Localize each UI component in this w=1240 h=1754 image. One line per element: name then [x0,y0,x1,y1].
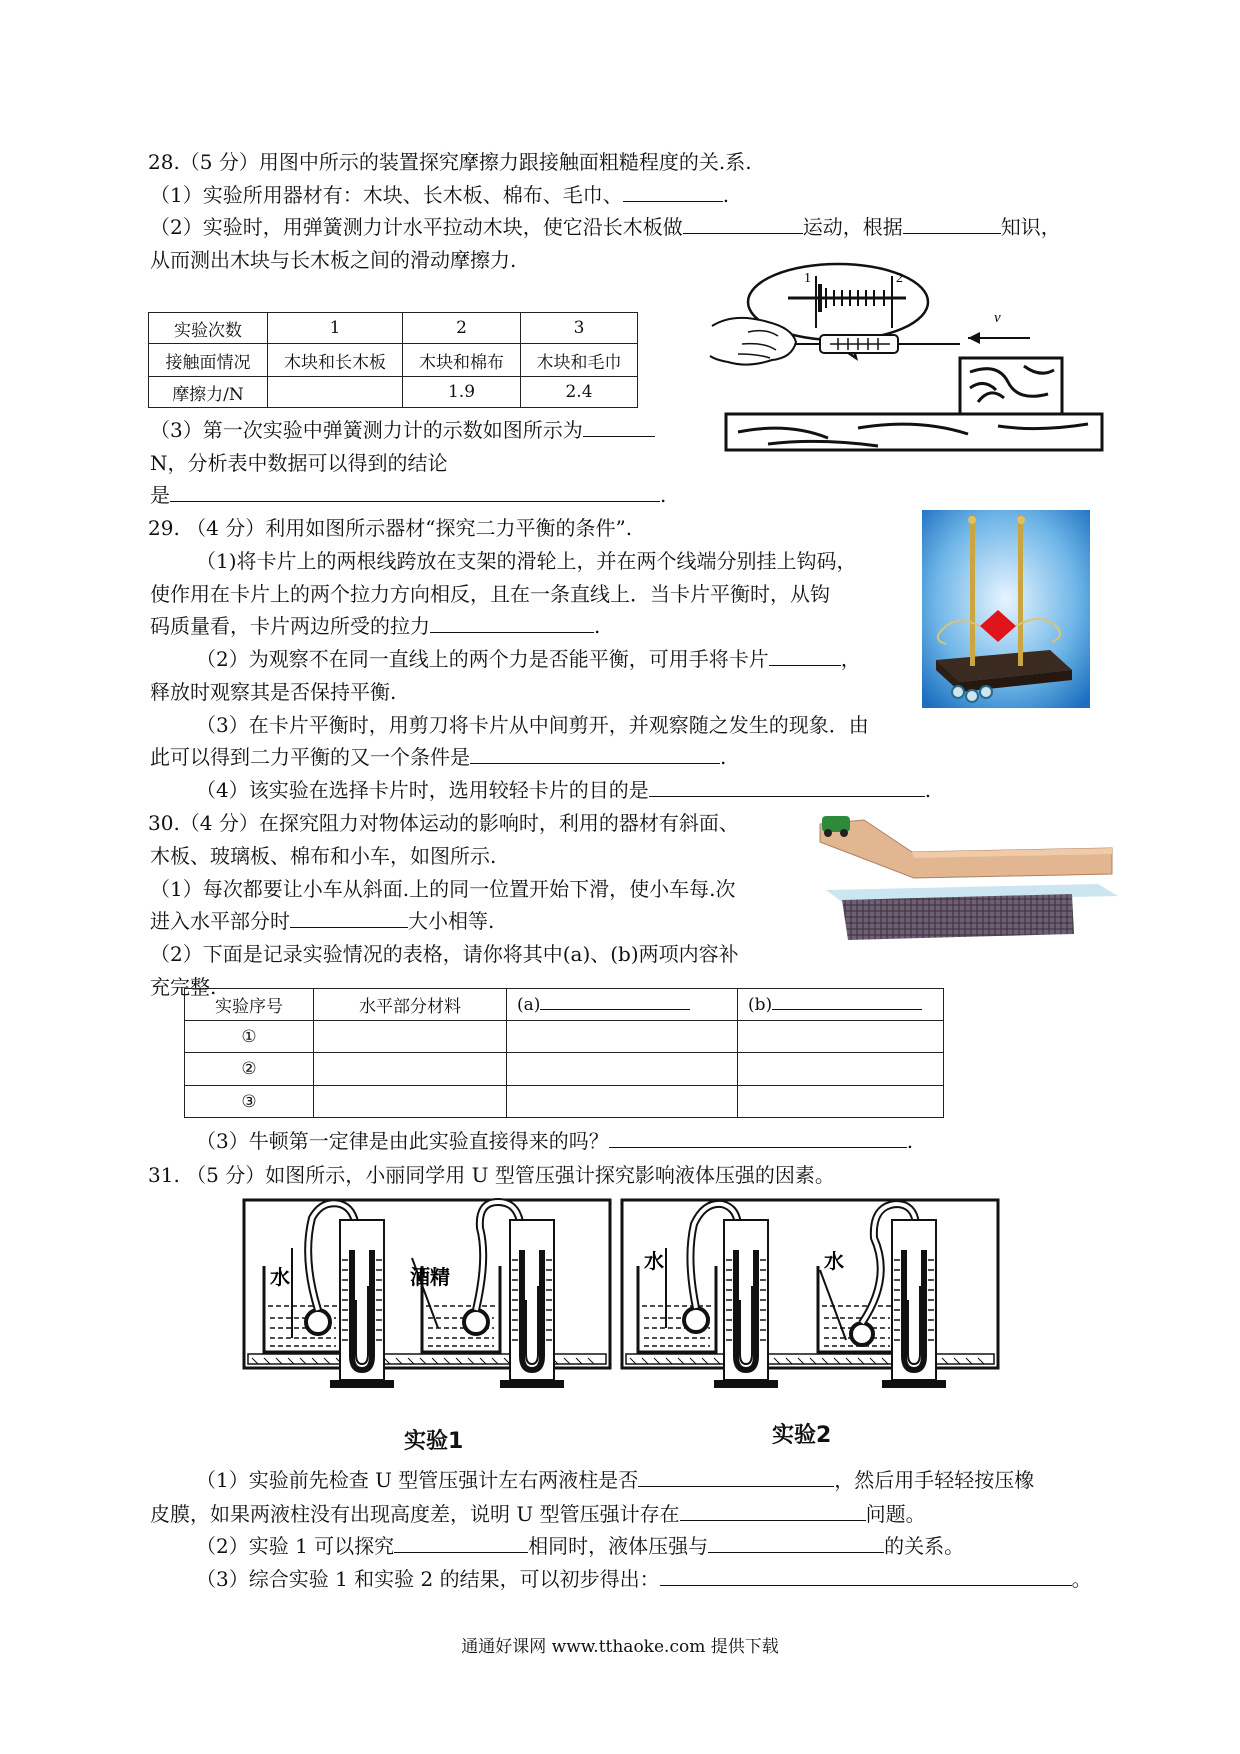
label-water-3: 水 [824,1249,844,1273]
q30-cell-a[interactable] [507,1086,738,1118]
q30-cell-a[interactable] [507,1021,738,1053]
q28-part3-text-a: （3）第一次实验中弹簧测力计的示数如图所示为 [150,418,583,442]
q28-blank-motion[interactable] [683,213,803,234]
caption-experiment-1: 实验1 [404,1429,464,1454]
q29-blank-condition[interactable] [470,743,720,764]
q30-cell-b[interactable] [738,1021,944,1053]
q29-part4-end: . [924,778,932,802]
left-stand [970,516,975,666]
label-alcohol: 酒精 [410,1265,450,1289]
q28-part1-text: （1）实验所用器材有：木块、长木板、棉布、毛巾、 [150,183,623,207]
q29-title: 29. （4 分）利用如图所示器材“探究二力平衡的条件”. [148,516,633,540]
q31-blank-problem[interactable] [680,1500,866,1521]
q31-title: 31. （5 分）如图所示，小丽同学用 U 型管压强计探究影响液体压强的因素。 [148,1163,835,1187]
q30-header-b [738,989,944,1021]
q31-part2-text-c: 的关系。 [884,1534,965,1558]
q28-blank-conclusion[interactable] [170,481,660,502]
q30-blank-a[interactable] [540,995,690,1010]
q31-part1-text-end: ，然后用手轻轻按压橡 [834,1468,1035,1492]
q29-balance-apparatus-photo [922,510,1090,708]
page-footer: 通通好课网 www.tthaoke.com 提供下载 [461,1637,779,1657]
q30-part3-text: （3）牛顿第一定律是由此实验直接得来的吗？ [196,1129,609,1153]
q29-part4 [196,776,931,804]
q30-part1-text-b: 进入水平部分时 [150,909,290,933]
q30-blank-speed[interactable] [290,907,408,928]
q28-cell: 1.9 [403,377,521,408]
scale-label-2: 2 [896,271,903,286]
q29-part1-end: . [594,614,601,638]
q30-part3 [196,1127,913,1155]
q31-part3 [196,1565,1092,1593]
q29-part1-line3 [150,612,600,640]
q30-title-cont: 木板、玻璃板、棉布和小车，如图所示. [150,844,497,868]
q29-part2-text-a: （2）为观察不在同一直线上的两个力是否能平衡，可用手将卡片 [196,647,769,671]
q28-part1 [150,181,729,209]
q29-part2-cont: 释放时观察其是否保持平衡. [150,680,397,704]
q28-part2-text-b: 运动，根据 [802,215,903,239]
q29-part1-line1: （1)将卡片上的两根线跨放在支架的滑轮上，并在两个线端分别挂上钩码， [196,549,857,573]
q28-cell: 木块和长木板 [268,344,403,377]
q29-part2-end: ， [840,647,861,671]
caption-experiment-2: 实验2 [772,1423,832,1448]
q31-part1-text-b-end: 问题。 [865,1502,926,1526]
q29-blank-rotate[interactable] [769,645,841,666]
q29-blank-purpose[interactable] [649,776,925,797]
q28-blank-materials[interactable] [623,181,723,202]
q31-pressure-gauge-figure [242,1198,1002,1412]
q28-part2-text-a: （2）实验时，用弹簧测力计水平拉动木块，使它沿长木板做 [150,215,683,239]
right-stand [1018,516,1023,666]
q28-cell: 摩擦力/N [149,377,268,408]
q30-part3-end: . [906,1129,914,1153]
q31-part3-text: （3）综合实验 1 和实验 2 的结果，可以初步得出： [196,1567,660,1591]
q29-part1-line2: 使作用在卡片上的两个拉力方向相反，且在一条直线上．当卡片平衡时，从钩 [150,582,830,606]
q31-part2 [196,1532,964,1560]
q29-part3-text-b: 此可以得到二力平衡的又一个条件是 [150,745,470,769]
q28-blank-reading[interactable] [583,416,655,437]
q31-blank-level[interactable] [638,1466,834,1487]
q30-row-index: ① [185,1021,314,1053]
q28-cell: 实验次数 [149,313,268,344]
q28-apparatus-figure [708,262,1108,454]
q31-blank-same[interactable] [394,1532,528,1553]
q28-part1-end: . [722,183,730,207]
q30-header-cell: 水平部分材料 [314,989,507,1021]
q28-cell: 2.4 [521,377,638,408]
q29-blank-force[interactable] [430,612,594,633]
q28-cell: 木块和棉布 [403,344,521,377]
q29-part3-line1: （3）在卡片平衡时，用剪刀将卡片从中间剪开，并观察随之发生的现象．由 [196,713,869,737]
cotton-cloth [842,894,1074,940]
q31-part1-line1 [196,1466,1034,1494]
q30-blank-b[interactable] [772,995,922,1010]
q30-part1-line1: （1）每次都要让小车从斜面.上的同一位置开始下滑，使小车每.次 [150,877,736,901]
q28-part3 [150,416,655,444]
q30-cell-b[interactable] [738,1053,944,1086]
q30-cell-b[interactable] [738,1086,944,1118]
q28-cell: 2 [403,313,521,344]
q28-blank-knowledge[interactable] [903,213,1001,234]
q28-cell[interactable] [268,377,403,408]
label-water-1: 水 [270,1265,290,1289]
q30-row-index: ② [185,1053,314,1086]
q30-header-a [507,989,738,1021]
velocity-label: v [994,310,1001,326]
q30-part2-line1: （2）下面是记录实验情况的表格，请你将其中(a)、(b)两项内容补 [150,942,739,966]
q29-part3-line2 [150,743,726,771]
long-board [726,414,1102,450]
q28-cell: 木块和毛巾 [521,344,638,377]
q31-part1-line2 [150,1500,926,1528]
q30-cell-material[interactable] [314,1021,507,1053]
q28-part3-end: . [660,483,667,507]
q28-cell: 3 [521,313,638,344]
q30-title: 30.（4 分）在探究阻力对物体运动的影响时，利用的器材有斜面、 [148,811,739,835]
q29-part3-end: . [720,745,727,769]
q30-part1-line2 [150,907,494,935]
q30-cell-a[interactable] [507,1053,738,1086]
q31-part1-text-b: 皮膜，如果两液柱没有出现高度差，说明 U 型管压强计存在 [150,1502,680,1526]
q28-part2-cont: 从而测出木块与长木板之间的滑动摩擦力. [150,248,517,272]
q30-cell-material[interactable] [314,1053,507,1086]
q30-header-b-label: (b) [748,994,773,1015]
q29-part2 [196,645,861,673]
q30-row-index: ③ [185,1086,314,1118]
q28-part2 [150,213,1061,241]
q30-header-a-label: (a) [517,994,541,1015]
q30-blank-newton[interactable] [609,1127,907,1148]
q31-part2-text-a: （2）实验 1 可以探究 [196,1534,395,1558]
q29-part1-text-c: 码质量看，卡片两边所受的拉力 [150,614,430,638]
q31-part2-text-b: 相同时，液体压强与 [528,1534,709,1558]
q29-part4-text: （4）该实验在选择卡片时，选用较轻卡片的目的是 [196,778,649,802]
q28-part3-conclusion [150,481,666,509]
q28-cell: 接触面情况 [149,344,268,377]
q30-cell-material[interactable] [314,1086,507,1118]
q31-part1-text-a: （1）实验前先检查 U 型管压强计左右两液柱是否 [196,1468,639,1492]
scale-label-1: 1 [804,271,811,286]
q28-part3-cont: N，分析表中数据可以得到的结论 [150,451,448,475]
q28-title: 28.（5 分）用图中所示的装置探究摩擦力跟接触面粗糙程度的关.系. [148,150,752,174]
q30-header-cell: 实验序号 [185,989,314,1021]
q31-part3-end: 。 [1071,1567,1092,1591]
q28-friction-table [148,312,638,408]
q28-cell: 1 [268,313,403,344]
q28-part3-text-c: 是 [150,483,170,507]
q31-blank-conclusion[interactable] [660,1565,1072,1586]
q30-record-table [184,988,944,1118]
q28-part2-text-c: 知识， [1000,215,1061,239]
q31-blank-relation[interactable] [708,1532,884,1553]
q30-ramp-figure [812,812,1120,942]
q30-part1-end: 大小相等. [408,909,495,933]
q30-part2-line2: 充完整. [150,975,217,999]
label-water-2: 水 [644,1249,664,1273]
